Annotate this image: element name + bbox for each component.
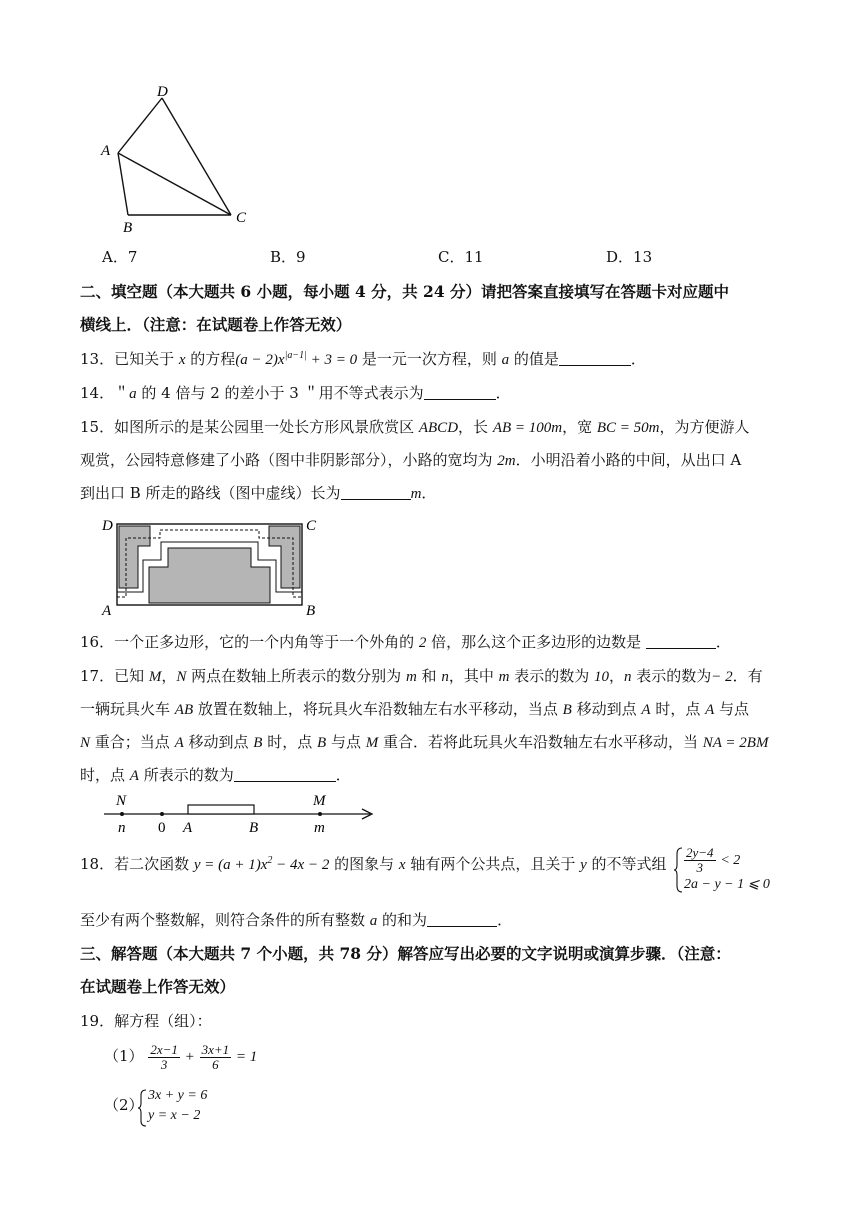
- inequality-2: 2a − y − 1 ⩽ 0: [684, 877, 770, 892]
- option-c: C．11: [438, 248, 484, 266]
- park-label-d: D: [102, 518, 113, 534]
- axis-label-N: N: [116, 793, 127, 809]
- question-15-line2: 观赏，公园特意修建了小路（图中非阴影部分），小路的宽均为 2m．小明沿着小路的中间，从出口 A: [80, 451, 742, 469]
- point-n: [120, 812, 124, 816]
- park-figure: [98, 514, 330, 618]
- quadrilateral-figure: [90, 80, 260, 240]
- option-d: D．13: [606, 248, 653, 266]
- question-19-part1: （1） $\frac{2x-1}{3}$ + $\frac{3x+1}{6}$ = 1: [104, 1042, 258, 1072]
- answer-blank-18[interactable]: [427, 912, 497, 927]
- label-a: A: [101, 143, 111, 159]
- answer-blank-17[interactable]: [234, 767, 336, 782]
- answer-blank-13[interactable]: [559, 351, 631, 366]
- inequality-1: $\frac{2y-4}{3}$ < 2: [686, 845, 741, 875]
- point-zero: [160, 812, 164, 816]
- answer-blank-15[interactable]: [341, 485, 411, 500]
- axis-label-B: B: [249, 820, 259, 836]
- question-14: 14．＂a 的 4 倍与 2 的差小于 3 ＂用不等式表示为 ．: [80, 384, 511, 402]
- question-17-line3: N 重合；当点 A 移动到点 B 时，点 B 与点 M 重合．若将此玩具火车沿数轴左右水平移动，当 NA = 2BM: [80, 733, 769, 751]
- question-18-line1: 18．若二次函数 $y = (a + 1)x^2 - 4x - 2$ 的图象与 x 轴有两个公共点，且关于 y 的不等式组: [80, 855, 667, 873]
- section2-heading-line2: 横线上．（注意：在试题卷上作答无效）: [80, 315, 352, 334]
- answer-blank-14[interactable]: [424, 385, 496, 400]
- question-19-title: 19．解方程（组）：: [80, 1012, 212, 1030]
- question-18-line2: 至少有两个整数解，则符合条件的所有整数 a 的和为 ．: [80, 911, 513, 929]
- question-19-part2-label: （2）: [104, 1096, 144, 1114]
- question-13: 13．已知关于 x 的方程$(a - 2)x^{|a-1|} + 3 = 0$ 是一元一次方程，则 a 的值是 ．: [80, 350, 646, 368]
- question-15-line3: 到出口 B 所走的路线（图中虚线）长为 m．: [80, 484, 437, 502]
- number-line-figure: [98, 790, 382, 836]
- point-m: [318, 812, 322, 816]
- section3-heading-line1: 三、解答题（本大题共 7 个小题，共 78 分）解答应写出必要的文字说明或演算步骤．（注意：: [80, 944, 731, 963]
- axis-label-m: m: [314, 820, 325, 836]
- label-b: B: [123, 220, 133, 236]
- question-17-line2: 一辆玩具火车 AB 放置在数轴上，将玩具火车沿数轴左右水平移动，当点 B 移动到点 A 时，点 A 与点: [80, 700, 750, 718]
- park-label-a: A: [102, 603, 112, 618]
- axis-label-M: M: [313, 793, 326, 809]
- question-17-line4: 时，点 A 所表示的数为 ．: [80, 766, 351, 784]
- park-label-c: C: [306, 518, 317, 534]
- question-17-line1: 17．已知 M，N 两点在数轴上所表示的数分别为 m 和 n，其中 m 表示的数为 10，n 表示的数为− 2．有: [80, 667, 763, 685]
- section2-heading-line1: 二、填空题（本大题共 6 小题，每小题 4 分，共 24 分）请把答案直接填写在答题卡对应题中: [80, 282, 730, 301]
- axis-label-A: A: [183, 820, 193, 836]
- system-brace-19: [137, 1088, 147, 1128]
- label-d: D: [157, 84, 168, 100]
- axis-label-zero: 0: [158, 820, 166, 836]
- answer-blank-16[interactable]: [646, 634, 716, 649]
- question-16: 16．一个正多边形，它的一个内角等于一个外角的 2 倍，那么这个正多边形的边数是 ．: [80, 633, 731, 651]
- section3-heading-line2: 在试题卷上作答无效）: [80, 977, 236, 996]
- equation-19-1: 3x + y = 6: [148, 1088, 208, 1103]
- equation-19-2: y = x − 2: [148, 1108, 201, 1123]
- label-c: C: [236, 210, 247, 226]
- option-a: A．7: [102, 248, 138, 266]
- park-label-b: B: [306, 603, 316, 618]
- option-b: B．9: [270, 248, 306, 266]
- axis-label-n: n: [118, 820, 126, 836]
- system-brace-18: [673, 846, 683, 894]
- question-15-line1: 15．如图所示的是某公园里一处长方形风景欣赏区 ABCD，长 AB = 100m，宽 BC = 50m，为方便游人: [80, 418, 750, 436]
